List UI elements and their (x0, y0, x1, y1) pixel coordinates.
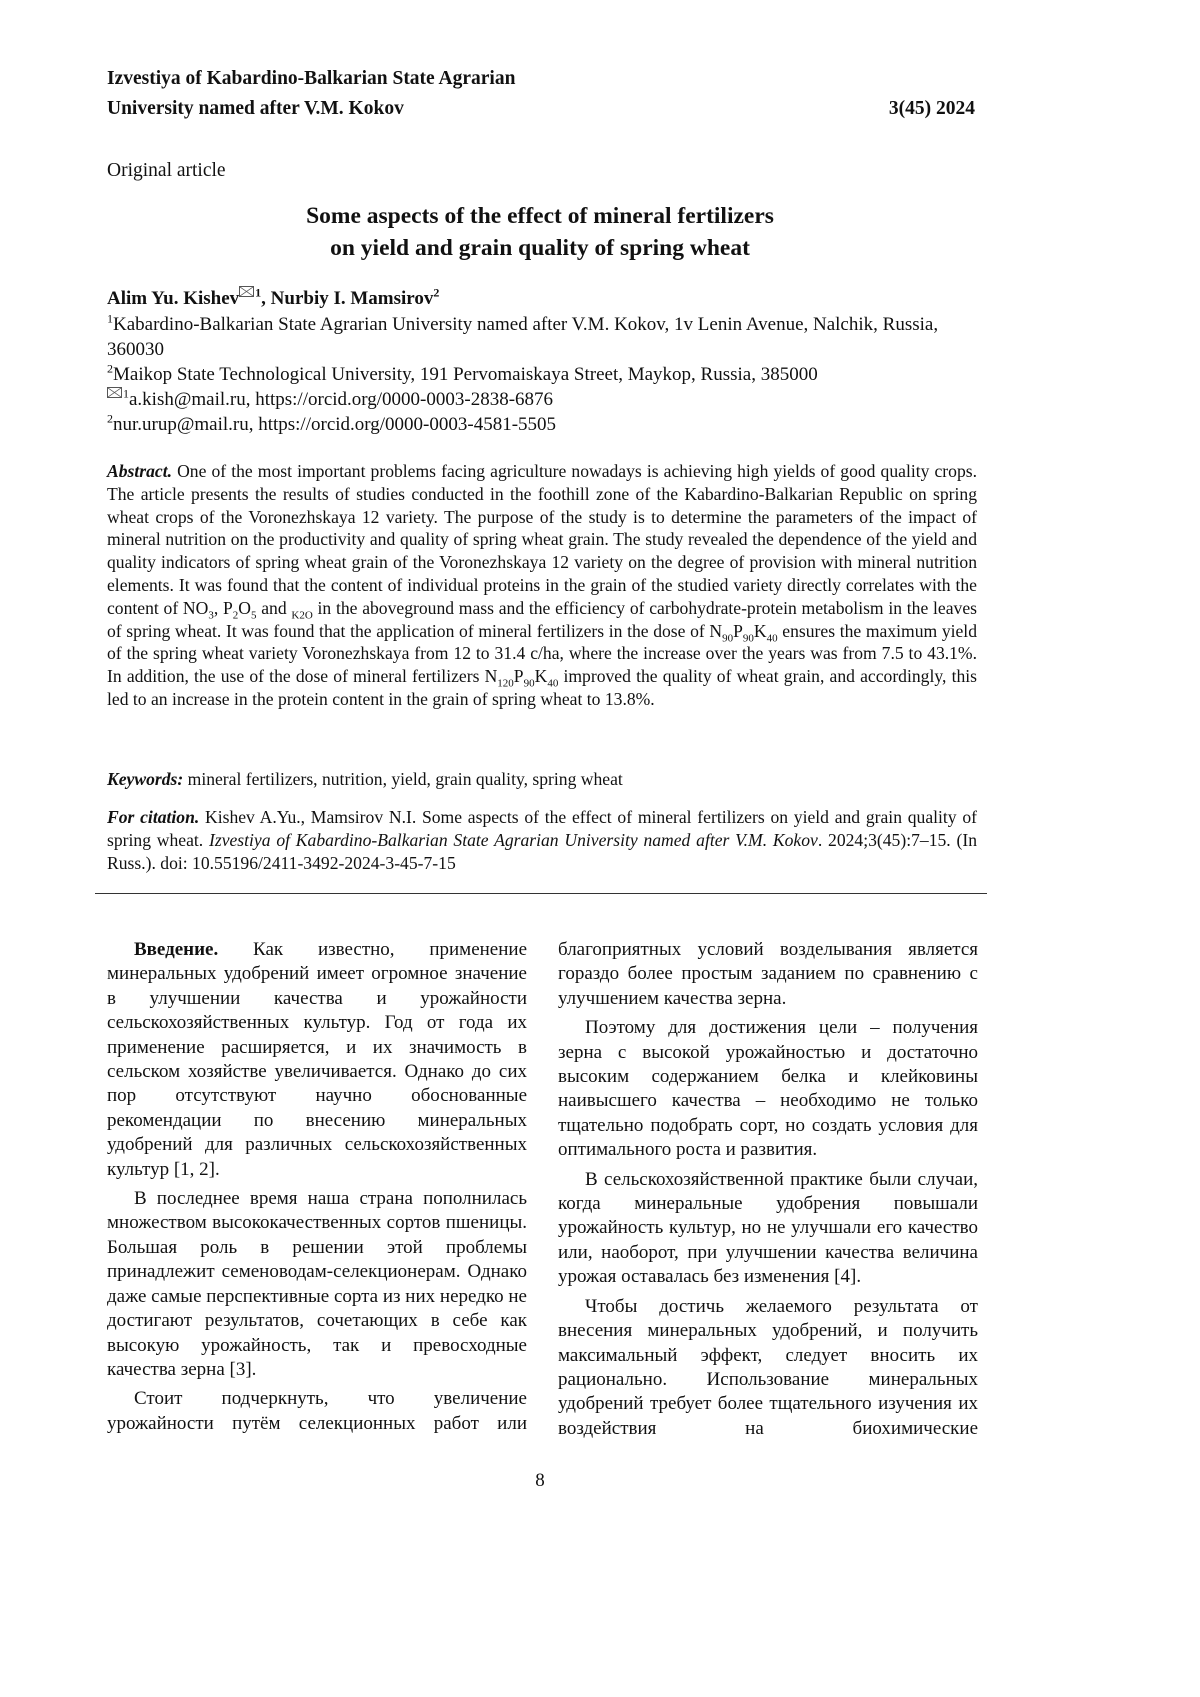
subscript: 90 (722, 632, 733, 644)
paragraph-continued: благоприятных условий возделывания является гораздо более простым заданием по сравнению с улучшением качества зерна. (558, 938, 978, 1011)
subscript: 5 (251, 609, 257, 621)
affiliation-2-number: 2 (107, 362, 113, 376)
author-1: Alim Yu. Kishev (107, 288, 239, 309)
abstract-segment: P (514, 666, 524, 686)
contact-2-number: 2 (107, 412, 113, 426)
abstract-segment: One of the most important problems facing agriculture nowadays is achieving high yields of good quality crops. The article presents the results of studies conducted in the foothill zone of the Kabardino-Balkarian Republic on spring wheat crops of the Voronezhskaya 12 variety. The purpose of the study is to determine the parameters of the impact of mineral nutrition on the productivity and quality of spring wheat grain. The study revealed the dependence of the yield and quality indicators of spring wheat grain of the Voronezhskaya 12 variety on the degree of provision with mineral nutrition elements. It was found that the content of individual proteins in the grain of the studied variety directly correlates with the content of NO (107, 461, 977, 618)
abstract-segment: improved the quality of wheat grain, and accordingly, this led to an increase in the protein content in the grain of spring wheat to 13.8%. (107, 666, 977, 709)
journal-name-line2: University named after V.M. Kokov (107, 98, 404, 120)
author-2: Nurbiy I. Mamsirov (271, 288, 434, 309)
affiliation-2-text: Maikop State Technological University, 191 Pervomaiskaya Street, Maykop, Russia, 385000 (113, 364, 818, 385)
author-2-affiliation: 2 (433, 286, 439, 300)
paragraph: Поэтому для достижения цели – получения зерна с высокой урожайностью и достаточно высоким содержанием белка и клейковины наивысшего качества – необходимо не только тщательно подобрать сорт, но создать условия для оптимального роста и развития. (558, 1016, 978, 1162)
citation-journal: Izvestiya of Kabardino-Balkarian State Agrarian University named after V.M. Kokov (209, 830, 818, 850)
affiliation-1-text: Kabardino-Balkarian State Agrarian University named after V.M. Kokov, 1v Lenin Avenue, Nalchik, Russia, 360030 (107, 314, 938, 360)
article-type: Original article (107, 160, 226, 182)
keywords-text: mineral fertilizers, nutrition, yield, grain quality, spring wheat (183, 769, 623, 789)
subscript: K2O (291, 609, 312, 621)
journal-name-line1: Izvestiya of Kabardino-Balkarian State Agrarian (107, 68, 515, 90)
paragraph: Стоит подчеркнуть, что увеличение урожайности путём селекционных работ или (107, 1387, 527, 1436)
mail-icon (107, 387, 122, 398)
paragraph: Чтобы достичь желаемого результата от внесения минеральных удобрений, и получить максимальный эффект, следует вносить их рационально. Использование минеральных удобрений требует более тщательного изучения их воздействия на биохимические (558, 1295, 978, 1441)
abstract-segment: O (238, 598, 251, 618)
abstract (107, 460, 977, 711)
page-number: 8 (0, 1470, 1080, 1492)
issue-number: 3(45) 2024 (889, 98, 975, 120)
affiliation-2 (107, 362, 977, 387)
subscript: 2 (233, 609, 239, 621)
affiliation-1 (107, 312, 977, 362)
body-column-right (558, 938, 978, 1446)
abstract-segment: in the aboveground mass and the efficiency of carbohydrate-protein metabolism in the leaves of spring wheat. It was found that the application of mineral fertilizers in the dose of N (107, 598, 977, 641)
paragraph: В сельскохозяйственной практике были случаи, когда минеральные удобрения повышали урожайность культур, но не улучшали его качество или, наоборот, при улучшении качества величина урожая оставалась без изменения [4]. (558, 1168, 978, 1290)
affiliations (107, 312, 977, 437)
citation-text-2: . 2024;3(45):7–15. (In Russ.). doi: 10.55196/2411-3492-2024-3-45-7-15 (107, 830, 977, 873)
keywords (107, 768, 977, 791)
paragraph: В последнее время наша страна пополнилась множеством высококачественных сортов пшеницы. Большая роль в решении этой проблемы принадлежит семеноводам-селекционерам. Однако даже самые перспективные сорта из них нередко не достигают результатов, сочетающих в себе как высокую урожайность, так и превосходные качества зерна [3]. (107, 1187, 527, 1382)
title-line-2: on yield and grain quality of spring wheat (0, 232, 1080, 264)
citation (107, 806, 977, 874)
authors (107, 286, 977, 311)
article-title (0, 200, 1080, 264)
title-line-1: Some aspects of the effect of mineral fertilizers (0, 200, 1080, 232)
paragraph (107, 938, 527, 1182)
abstract-segment: , P (214, 598, 233, 618)
mail-icon (239, 286, 254, 297)
contact-1 (107, 387, 977, 412)
body-column-left (107, 938, 527, 1441)
subscript: 40 (547, 678, 558, 690)
subscript: 120 (497, 678, 514, 690)
contact-2-text[interactable]: nur.urup@mail.ru, https://orcid.org/0000-0003-4581-5505 (113, 414, 556, 435)
section-heading-introduction: Введение. (134, 939, 218, 960)
affiliation-1-number: 1 (107, 312, 113, 326)
contact-2 (107, 412, 977, 437)
abstract-text (107, 461, 977, 709)
keywords-label: Keywords: (107, 769, 183, 789)
paragraph-text: Как известно, применение минеральных удобрений имеет огромное значение в улучшении качества и урожайности сельскохозяйственных культур. Год от года их применение расширяется, и их значимость в сельском хозяйстве увеличивается. Однако до сих пор отсутствуют научно обоснованные рекомендации по внесению минеральных удобрений для различных сельскохозяйственных культур [1, 2]. (107, 939, 527, 1180)
author-1-affiliation: 1 (255, 286, 261, 300)
contact-1-text[interactable]: a.kish@mail.ru, https://orcid.org/0000-0003-2838-6876 (129, 389, 553, 410)
author-separator: , (261, 288, 271, 309)
citation-label: For citation. (107, 807, 199, 827)
divider (95, 893, 987, 894)
citation-text-1: Kishev A.Yu., Mamsirov N.I. Some aspects of the effect of mineral fertilizers on yield and grain quality of spring wheat. (107, 807, 977, 850)
subscript: 40 (767, 632, 778, 644)
abstract-segment: and (257, 598, 292, 618)
abstract-segment: P (733, 621, 743, 641)
subscript: 90 (524, 678, 535, 690)
abstract-segment: K (754, 621, 767, 641)
abstract-segment: ensures the maximum yield of the spring wheat variety Voronezhskaya from 12 to 31.4 c/ha, where the increase over the years was from 7.5 to 43.1%. In addition, the use of the dose of mineral fertilizers N (107, 621, 977, 687)
subscript: 90 (743, 632, 754, 644)
abstract-label: Abstract. (107, 461, 172, 481)
contact-1-number: 1 (123, 387, 129, 401)
subscript: 3 (208, 609, 214, 621)
abstract-segment: K (535, 666, 548, 686)
